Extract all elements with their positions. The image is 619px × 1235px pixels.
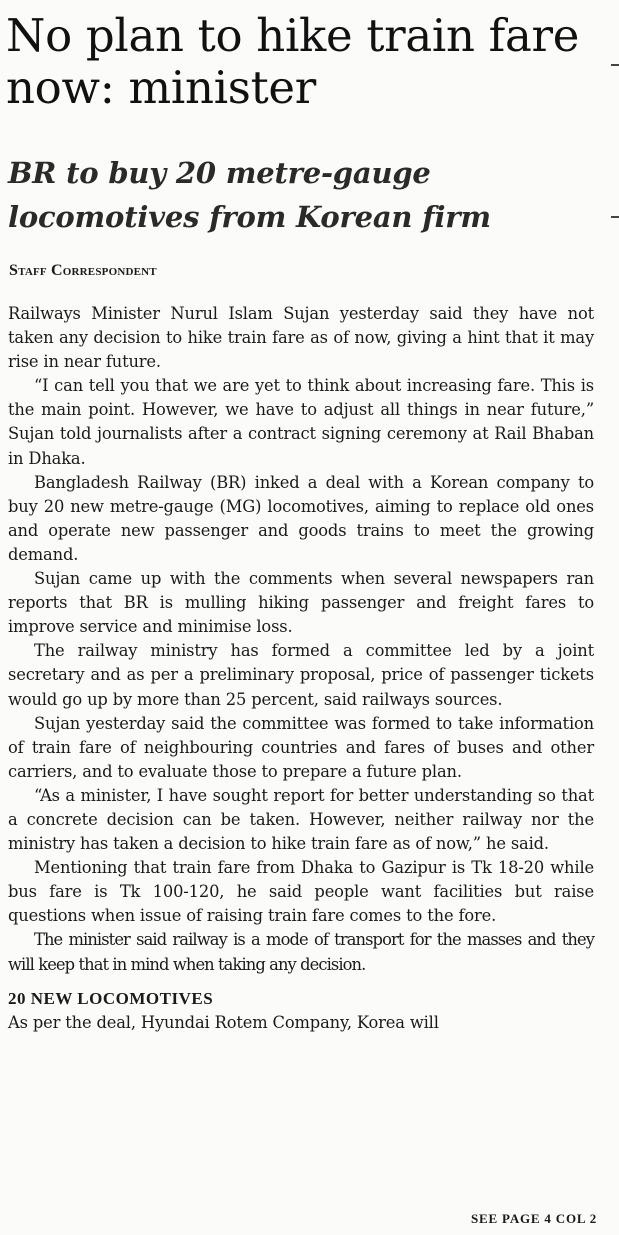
byline: Staff Correspondent bbox=[9, 262, 157, 279]
paragraph: Mentioning that train fare from Dhaka to Gazipur is Tk 18-20 while bus fare is Tk 100-120, he said people want facilities but raise questions when issue of raising train fare comes to the fore. bbox=[8, 858, 594, 926]
paragraph: Sujan yesterday said the committee was formed to take information of train fare of neighbouring countries and fares of buses and other carriers, and to evaluate those to prepare a future plan. bbox=[8, 713, 594, 781]
section-heading: 20 NEW LOCOMOTIVES bbox=[8, 988, 214, 1008]
paragraph: Railways Minister Nurul Islam Sujan yesterday said they have not taken any decision to hike train fare as of now, giving a hint that it may rise in near future. bbox=[8, 304, 594, 372]
paragraph: The railway ministry has formed a committee led by a joint secretary and as per a preliminary proposal, price of passenger tickets would go up by more than 25 percent, said railways sources. bbox=[8, 641, 594, 709]
column-rule-mark bbox=[611, 216, 619, 218]
article-body bbox=[8, 302, 594, 1035]
section-paragraph: As per the deal, Hyundai Rotem Company, Korea will bbox=[8, 1012, 439, 1032]
paragraph: The minister said railway is a mode of transport for the masses and they will keep that in mind when taking any decision. bbox=[8, 930, 594, 974]
paragraph: Bangladesh Railway (BR) inked a deal with a Korean company to buy 20 new metre-gauge (MG) locomotives, aiming to replace old ones and operate new passenger and goods trains to meet the growing demand. bbox=[8, 472, 594, 564]
headline: No plan to hike train fare now: minister bbox=[6, 9, 580, 114]
paragraph: “As a minister, I have sought report for better understanding so that a concrete decision can be taken. However, neither railway nor the ministry has taken a decision to hike train fare as of now,” he said. bbox=[8, 785, 594, 854]
continuation-note: SEE PAGE 4 COL 2 bbox=[471, 1211, 597, 1226]
column-rule-mark bbox=[611, 64, 619, 66]
paragraph: “I can tell you that we are yet to think about increasing fare. This is the main point. However, we have to adjust all things in near future,” Sujan told journalists after a contract signing ceremony at Rail Bhaban in Dhaka. bbox=[8, 376, 594, 468]
paragraph: Sujan came up with the comments when several newspapers ran reports that BR is mulling hiking passenger and freight fares to improve service and minimise loss. bbox=[8, 569, 594, 637]
subheadline: BR to buy 20 metre-gauge locomotives from Korean firm bbox=[8, 156, 491, 234]
